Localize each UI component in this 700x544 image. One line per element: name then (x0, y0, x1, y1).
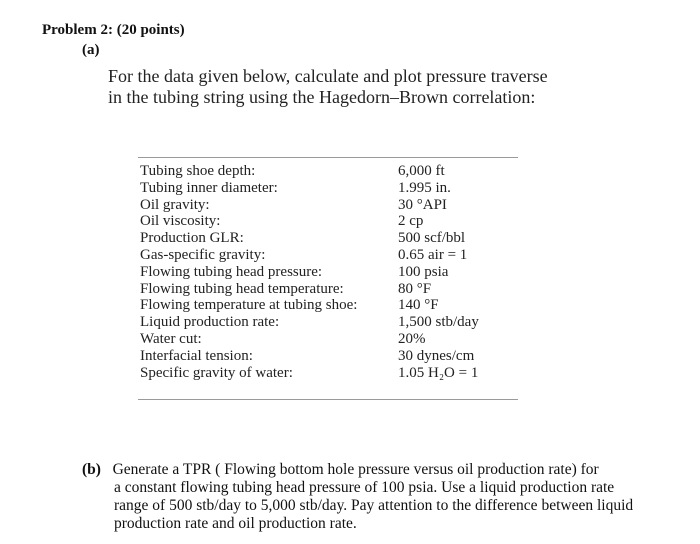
data-label: Specific gravity of water: (140, 364, 293, 381)
data-row (140, 230, 479, 247)
data-value: 1.995 in. (398, 179, 451, 196)
data-value: 1,500 stb/day (398, 314, 479, 331)
data-label: Liquid production rate: (140, 314, 280, 331)
part-a-label: (a) (82, 42, 100, 58)
data-label: Tubing shoe depth: (140, 163, 256, 179)
given-data-table (140, 163, 479, 381)
data-row (140, 365, 479, 382)
data-value: 100 psia (398, 263, 449, 280)
part-a-instructions: For the data given below, calculate and plot pressure traverse in the tubing string using the Hagedorn–Brown correlation: (108, 66, 548, 107)
part-b-first-line (82, 461, 642, 479)
data-value: 2 cp (398, 213, 424, 230)
part-b-instructions (82, 461, 642, 533)
table-top-rule (138, 157, 518, 158)
data-value: 1.05 H₂O = 1 (398, 364, 479, 381)
data-value: 0.65 air = 1 (398, 246, 468, 263)
data-label: Interfacial tension: (140, 347, 253, 364)
part-b-label: (b) (82, 461, 101, 478)
part-b-line1-text: Generate a TPR ( Flowing bottom hole pressure versus oil production rate) for (112, 461, 599, 478)
data-row (140, 197, 479, 214)
data-label: Water cut: (140, 330, 202, 347)
data-label: Oil gravity: (140, 196, 210, 213)
data-value: 30 dynes/cm (398, 347, 475, 364)
data-value: 30 °API (398, 196, 447, 213)
data-row (140, 297, 479, 314)
data-row (140, 348, 479, 365)
data-row (140, 314, 479, 331)
data-label: Tubing inner diameter: (140, 179, 278, 196)
data-row (140, 180, 479, 197)
data-label: Flowing tubing head temperature: (140, 280, 344, 297)
data-row (140, 264, 479, 281)
data-label: Flowing tubing head pressure: (140, 263, 323, 280)
data-label: Flowing temperature at tubing shoe: (140, 297, 358, 314)
data-label: Gas-specific gravity: (140, 246, 266, 263)
data-label: Oil viscosity: (140, 213, 221, 230)
data-row (140, 213, 479, 230)
problem-title: Problem 2: (20 points) (42, 22, 185, 38)
data-row (140, 331, 479, 348)
data-value: 6,000 ft (398, 163, 445, 179)
data-value: 500 scf/bbl (398, 230, 466, 247)
data-row (140, 163, 479, 180)
data-value: 140 °F (398, 297, 439, 314)
table-bottom-rule (138, 399, 518, 400)
data-row (140, 281, 479, 298)
data-value: 20% (398, 330, 426, 347)
data-value: 80 °F (398, 280, 432, 297)
data-label: Production GLR: (140, 230, 244, 247)
part-b-rest-text: a constant flowing tubing head pressure of 100 psia. Use a liquid production rate range of 500 stb/day to 5,000 stb/day. Pay attention to the difference between liquid production rate and oil production rate. (114, 479, 634, 532)
data-row (140, 247, 479, 264)
